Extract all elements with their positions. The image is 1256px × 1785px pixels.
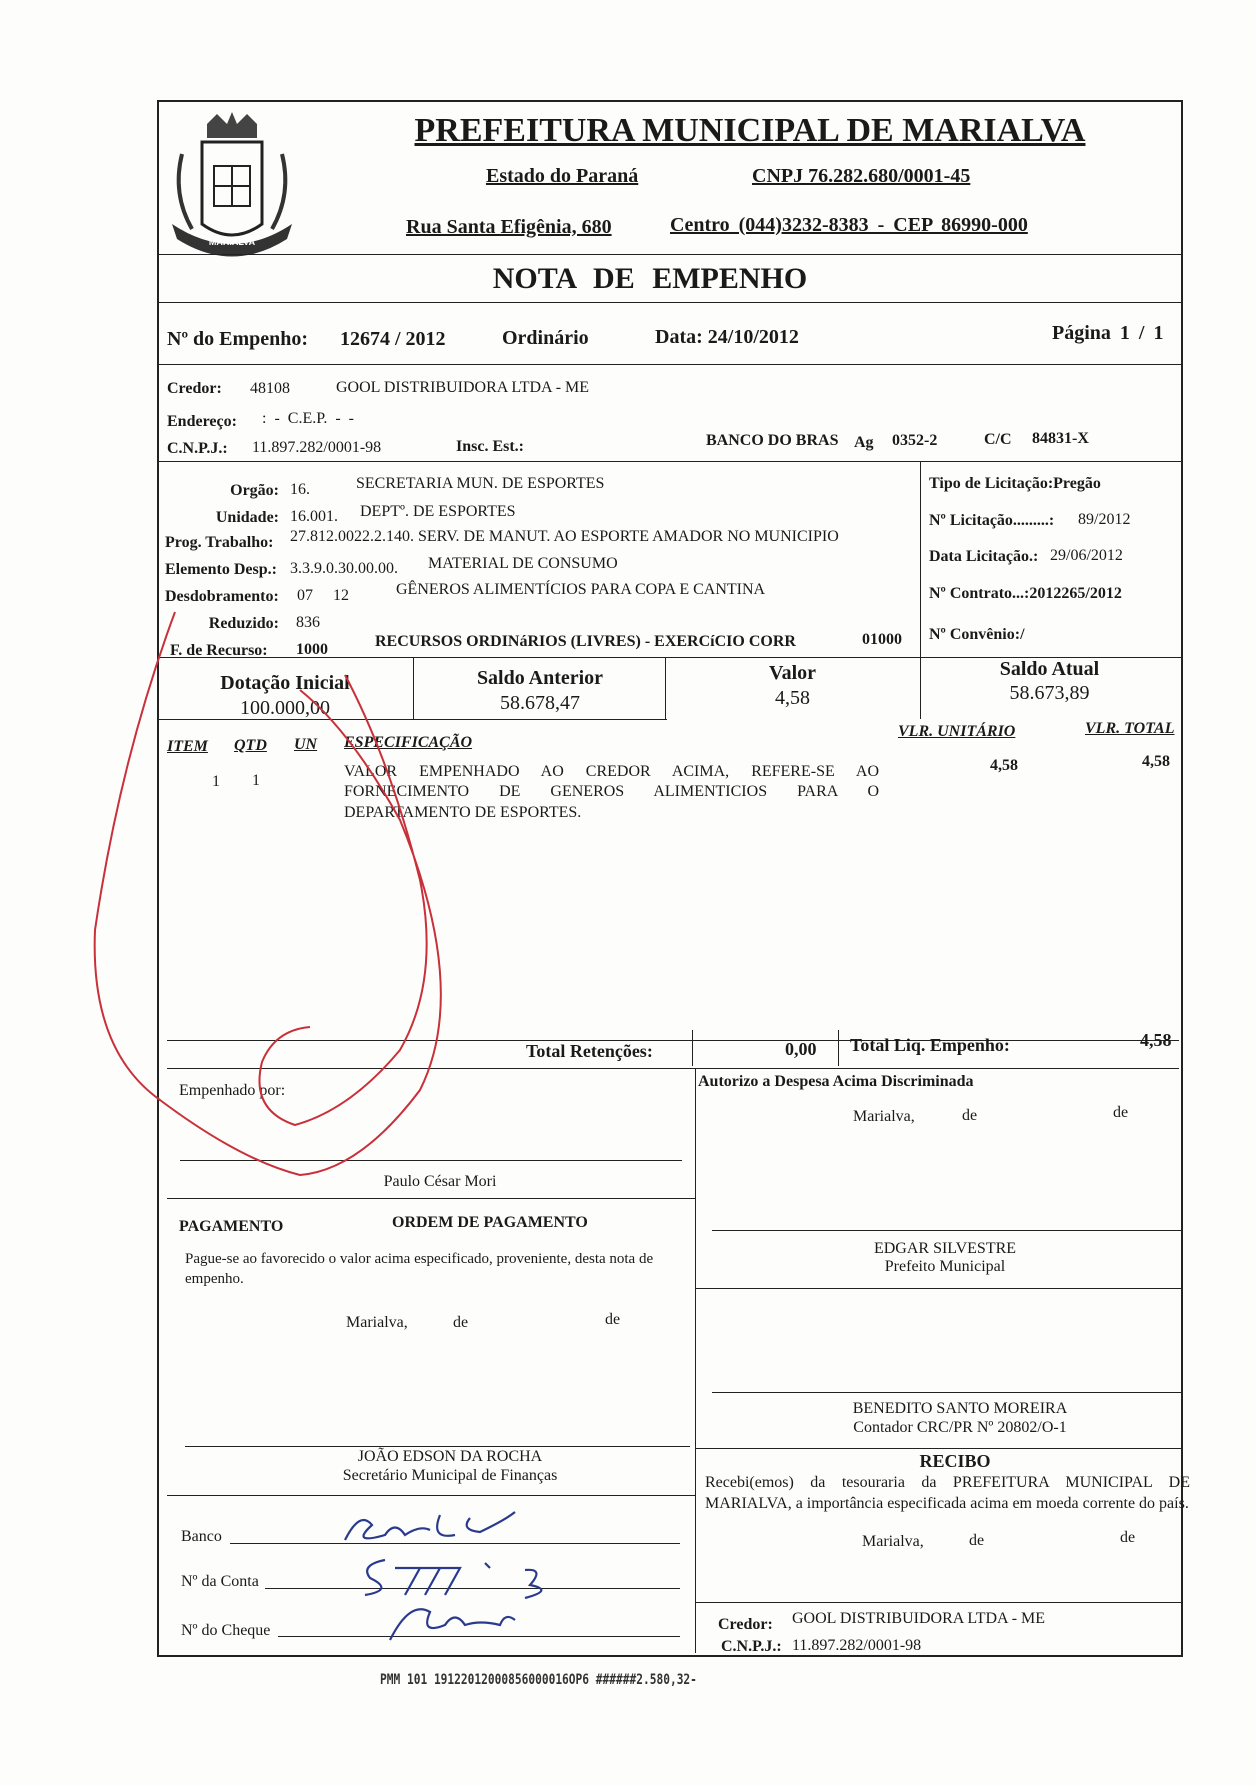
state-name: Estado do Paraná	[486, 165, 639, 187]
item-spec-line1: VALOR EMPENHADO AO CREDOR ACIMA, REFERE-SE AO	[344, 763, 879, 780]
pague-text: Pague-se ao favorecido o valor acima especificado, proveniente, desta nota de empenho.	[185, 1251, 654, 1287]
licitacao-data: 29/06/2012	[1050, 547, 1123, 564]
ordem-pagamento-label: ORDEM DE PAGAMENTO	[392, 1214, 588, 1231]
col-un: UN	[294, 736, 318, 753]
recibo-label: RECIBO	[919, 1451, 991, 1471]
item-total-price: 4,58	[1142, 753, 1170, 770]
saldo-anterior-value: 58.678,47	[500, 692, 580, 714]
col-qtd: QTD	[234, 737, 267, 754]
reduzido-label: Reduzido:	[208, 615, 279, 632]
svg-text:MARIALVA: MARIALVA	[208, 237, 256, 247]
dotacao-label: Dotação Inicial	[220, 672, 350, 694]
desdob-name: GÊNEROS ALIMENTÍCIOS PARA COPA E CANTINA	[396, 581, 766, 598]
unidade-code: 16.001.	[290, 508, 338, 525]
prog-label: Prog. Trabalho:	[165, 534, 274, 551]
elemento-code: 3.3.9.0.30.00.00.	[290, 560, 398, 577]
item-spec-line2: FORNECIMENTO DE GENEROS ALIMENTICIOS PARA O	[344, 783, 879, 800]
recibo-text: Recebi(emos) da tesouraria da PREFEITURA MUNICIPAL DE MARIALVA, a importância especificada acima em moeda corrente do país.	[705, 1474, 1190, 1512]
cc-label: C/C	[984, 431, 1012, 448]
recurso-name: RECURSOS ORDINáRIOS (LIVRES) - EXERCíCIO CORR	[375, 633, 796, 650]
page-title: PREFEITURA MUNICIPAL DE MARIALVA	[414, 112, 1086, 149]
cheque-label: Nº do Cheque	[181, 1622, 271, 1639]
valor-value: 4,58	[775, 687, 810, 709]
tipo-licitacao: Tipo de Licitação:Pregão	[929, 475, 1101, 492]
signer-joao-role: Secretário Municipal de Finanças	[342, 1467, 558, 1484]
doc-title: NOTA DE EMPENHO	[492, 262, 808, 295]
recurso-label: F. de Recurso:	[170, 642, 268, 659]
credor-label: Credor:	[167, 380, 222, 397]
empenho-number-label: Nº do Empenho:	[167, 328, 309, 350]
cc-value: 84831-X	[1032, 430, 1089, 447]
credor-address: : - C.E.P. - -	[262, 410, 354, 427]
credor-name: GOOL DISTRIBUIDORA LTDA - ME	[336, 379, 590, 396]
ag-value: 0352-2	[892, 432, 938, 449]
signer-benedito-role: Contador CRC/PR Nº 20802/O-1	[853, 1419, 1067, 1436]
empenho-type: Ordinário	[502, 327, 589, 349]
total-retencoes-value: 0,00	[785, 1039, 817, 1059]
total-retencoes-label: Total Retenções:	[526, 1041, 653, 1061]
item-number: 1	[212, 773, 220, 790]
cnpj-header: CNPJ 76.282.680/0001-45	[752, 165, 971, 187]
cnpj-label: C.N.P.J.:	[167, 440, 228, 457]
empenho-date: Data: 24/10/2012	[655, 326, 799, 348]
unidade-label: Unidade:	[215, 509, 279, 526]
recurso-num: 01000	[862, 631, 902, 648]
total-liq-label: Total Liq. Empenho:	[850, 1035, 1010, 1055]
orgao-code: 16.	[290, 481, 310, 498]
address-header: Rua Santa Efigênia, 680	[406, 216, 612, 238]
contact-header: Centro (044)3232-8383 - CEP 86990-000	[670, 214, 1028, 236]
bank-name: BANCO DO BRAS	[706, 432, 839, 449]
left-de-2: de	[605, 1311, 621, 1328]
right-marialva-2: Marialva,	[862, 1533, 924, 1550]
orgao-name: SECRETARIA MUN. DE ESPORTES	[356, 475, 605, 492]
item-qtd: 1	[252, 772, 260, 789]
licitacao-data-label: Data Licitação.:	[929, 548, 1039, 565]
desdob-code: 07 12	[297, 587, 349, 604]
recibo-cnpj-label: C.N.P.J.:	[721, 1638, 782, 1655]
total-liq-value: 4,58	[1140, 1030, 1172, 1050]
convenio-number: Nº Convênio:/	[929, 626, 1025, 643]
autorizo-label: Autorizo a Despesa Acima Discriminada	[698, 1073, 974, 1090]
empenho-page: Página 1 / 1	[1052, 322, 1164, 344]
conta-label: Nº da Conta	[181, 1573, 259, 1590]
left-marialva: Marialva,	[346, 1314, 408, 1331]
licitacao-num: 89/2012	[1078, 511, 1131, 528]
empenhado-por: Empenhado por:	[179, 1082, 286, 1099]
right-de-1a: de	[962, 1107, 978, 1124]
elemento-label: Elemento Desp.:	[165, 561, 277, 578]
signer-joao: JOÃO EDSON DA ROCHA	[357, 1448, 543, 1465]
recibo-credor-name: GOOL DISTRIBUIDORA LTDA - ME	[792, 1610, 1046, 1627]
right-de-2a: de	[969, 1532, 985, 1549]
contrato-number: Nº Contrato...:2012265/2012	[929, 585, 1122, 602]
recurso-code: 1000	[296, 641, 328, 658]
credor-code: 48108	[250, 380, 290, 397]
banco-label: Banco	[181, 1528, 222, 1545]
municipal-crest	[162, 104, 302, 262]
col-item: ITEM	[167, 738, 208, 755]
address-label: Endereço:	[167, 413, 237, 430]
insc-label: Insc. Est.:	[456, 438, 525, 455]
saldo-atual-value: 58.673,89	[1009, 682, 1090, 704]
signer-edgar: EDGAR SILVESTRE	[873, 1240, 1017, 1257]
right-de-2b: de	[1120, 1529, 1136, 1546]
ag-label: Ag	[854, 434, 874, 451]
orgao-label: Orgão:	[230, 482, 279, 499]
col-vlr-unitario: VLR. UNITÁRIO	[898, 723, 1016, 740]
valor-label: Valor	[768, 662, 817, 684]
elemento-name: MATERIAL DE CONSUMO	[428, 555, 618, 572]
signer-benedito: BENEDITO SANTO MOREIRA	[852, 1400, 1068, 1417]
signer-edgar-role: Prefeito Municipal	[884, 1258, 1006, 1275]
licitacao-num-label: Nº Licitação.........:	[929, 512, 1055, 529]
desdob-label: Desdobramento:	[165, 588, 279, 605]
signer-paulo: Paulo César Mori	[383, 1173, 497, 1190]
unidade-name: DEPTº. DE ESPORTES	[360, 503, 516, 520]
saldo-anterior-label: Saldo Anterior	[476, 667, 604, 689]
saldo-atual-label: Saldo Atual	[999, 658, 1100, 680]
empenho-number: 12674 / 2012	[340, 328, 446, 350]
right-marialva-1: Marialva,	[853, 1108, 915, 1125]
col-especificacao: ESPECIFICAÇÃO	[344, 734, 473, 751]
right-de-1b: de	[1113, 1104, 1129, 1121]
recibo-cnpj: 11.897.282/0001-98	[792, 1637, 922, 1654]
reduzido-value: 836	[296, 614, 320, 631]
item-spec-line3: DEPARTAMENTO DE ESPORTES.	[344, 804, 582, 821]
pagamento-label: PAGAMENTO	[179, 1218, 284, 1235]
dotacao-value: 100.000,00	[240, 697, 330, 719]
col-vlr-total: VLR. TOTAL	[1085, 720, 1175, 737]
item-unit-price: 4,58	[990, 757, 1018, 774]
prog-value: 27.812.0022.2.140. SERV. DE MANUT. AO ESPORTE AMADOR NO MUNICIPIO	[290, 528, 839, 545]
recibo-credor-label: Credor:	[718, 1616, 773, 1633]
left-de-1: de	[453, 1314, 469, 1331]
footer-code: PMM 101 19122012000856000016OP6 ######2.580,32-	[380, 1672, 697, 1688]
credor-cnpj: 11.897.282/0001-98	[252, 439, 382, 456]
